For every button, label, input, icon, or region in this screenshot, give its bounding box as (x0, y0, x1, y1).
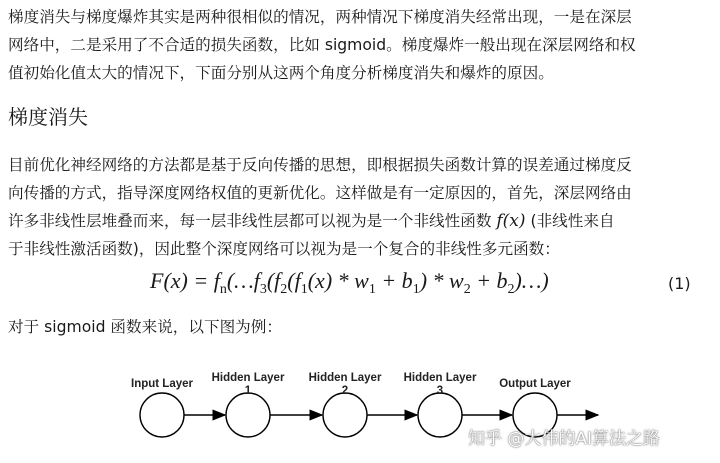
layer-label: Hidden Layer (308, 372, 382, 384)
equation-term: + b (470, 268, 508, 293)
inline-math-fx: f(x) (496, 211, 526, 231)
equation-number: (1) (668, 274, 691, 293)
layer-node (140, 393, 184, 437)
layer-index: 1 (244, 385, 252, 397)
equation-subscript: 1 (412, 282, 420, 297)
body-line-1: 目前优化神经网络的方法都是基于反向传播的思想，即根据损失函数计算的误差通过梯度反 (8, 156, 632, 174)
composite-function-equation (150, 268, 549, 298)
equation-rhs (213, 268, 549, 297)
body-line-4: 于非线性激活函数)，因此整个深度网络可以视为是一个复合的非线性多元函数： (8, 240, 560, 258)
equation-subscript: 3 (259, 282, 267, 297)
intro-paragraph (8, 3, 714, 87)
body-line-3-prefix: 许多非线性层堆叠而来，每一层非线性层都可以视为是一个非线性函数 (8, 212, 497, 230)
equation-lhs: F(x) = (150, 268, 209, 293)
body-line-3-suffix: (非线性来自 (525, 212, 615, 230)
equation-subscript: 2 (507, 282, 515, 297)
layer-node (418, 393, 462, 437)
intro-line-2: 网络中，二是采用了不合适的损失函数，比如 sigmoid。梯度爆炸一般出现在深层网络和权 (8, 36, 636, 54)
equation-subscript: n (219, 282, 227, 297)
equation-term: (x) * w (307, 268, 369, 293)
equation-term: (…f (226, 268, 260, 293)
equation-subscript: 2 (280, 282, 288, 297)
equation-subscript: 2 (463, 282, 471, 297)
equation-subscript: 1 (368, 282, 376, 297)
layer-index: 2 (341, 385, 349, 397)
equation-term: f (213, 268, 220, 293)
equation-term: + b (375, 268, 413, 293)
equation-subscript: 1 (300, 282, 308, 297)
layer-label: Output Layer (499, 378, 571, 390)
example-line: 对于 sigmoid 函数来说，以下图为例： (8, 318, 282, 336)
equation-term: (f (266, 268, 281, 293)
layer-node (226, 393, 270, 437)
watermark: 知乎 @大伟的AI算法之路 (468, 429, 661, 449)
layer-label: Input Layer (131, 378, 193, 390)
intro-line-3: 值初始化值太大的情况下，下面分别从这两个角度分析梯度消失和爆炸的原因。 (8, 64, 554, 82)
equation-term: (f (287, 268, 301, 293)
body-line-2: 向传播的方式，指导深度网络权值的更新优化。这样做是有一定原因的，首先，深层网络由 (8, 184, 632, 202)
intro-line-1: 梯度消失与梯度爆炸其实是两种很相似的情况，两种情况下梯度消失经常出现，一是在深层 (8, 8, 632, 26)
equation-term: ) * w (419, 268, 464, 293)
layer-label: Hidden Layer (403, 372, 477, 384)
section-heading: 梯度消失 (8, 105, 88, 129)
equation-term: )…) (514, 268, 549, 293)
layer-index: 3 (436, 385, 444, 397)
layer-label: Hidden Layer (211, 372, 285, 384)
layer-node (323, 393, 367, 437)
body-paragraph (8, 151, 714, 263)
